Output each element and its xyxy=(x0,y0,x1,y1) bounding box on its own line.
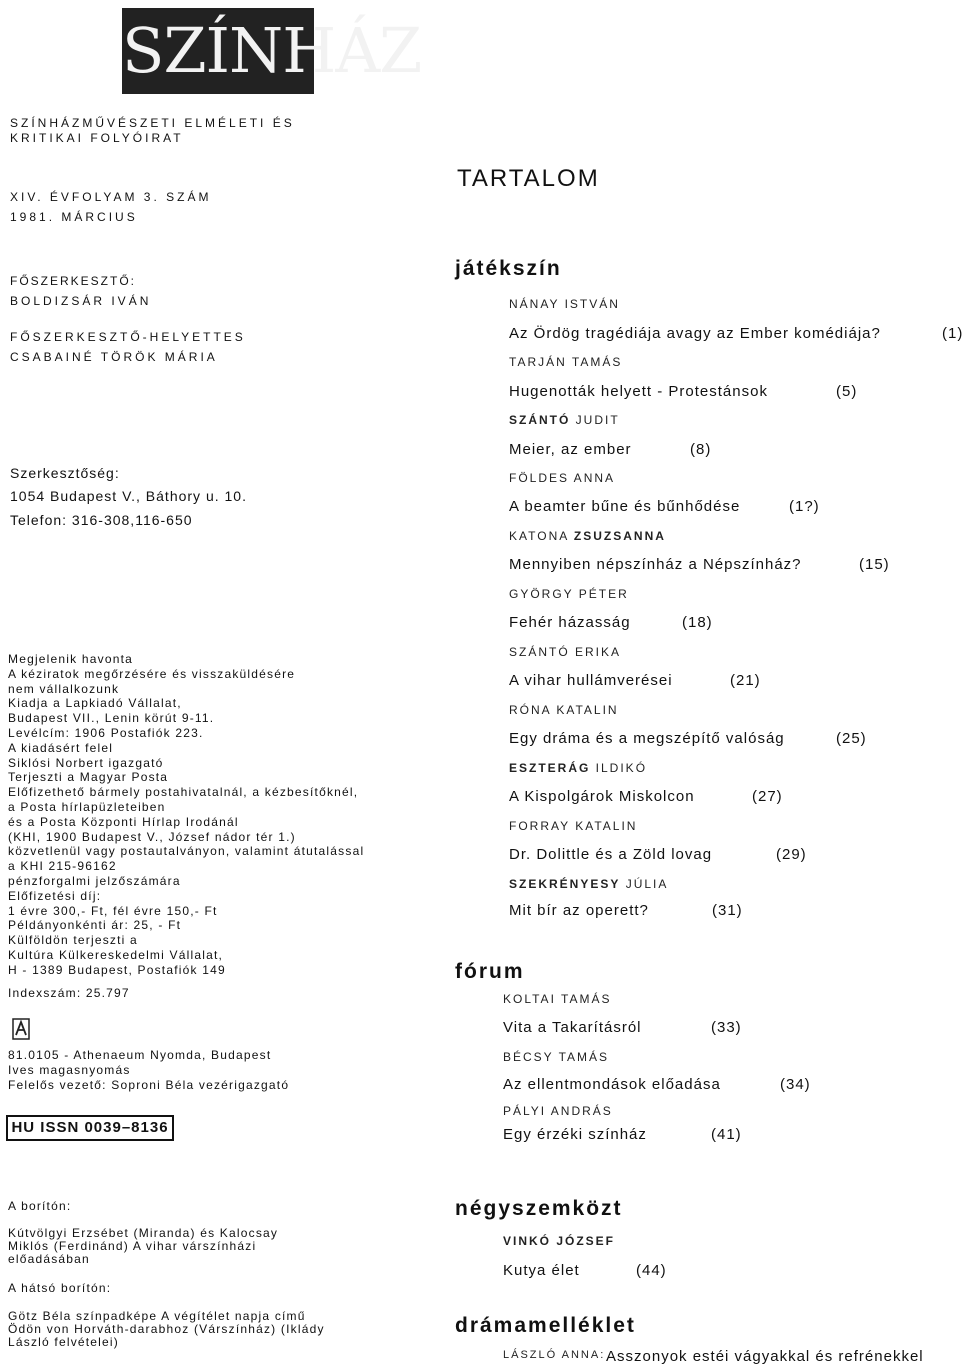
imprint-line: (KHI, 1900 Budapest V., József nádor tér 1.) xyxy=(8,829,296,844)
toc-page-number: (33) xyxy=(711,1019,742,1036)
imprint-line: Kiadja a Lapkiadó Vállalat, xyxy=(8,696,182,711)
toc-author xyxy=(503,1234,615,1248)
toc-author-bold: SZÁNTÓ xyxy=(509,413,571,427)
toc-title: A vihar hullámverései xyxy=(509,672,673,689)
imprint-line: Megjelenik havonta xyxy=(8,652,134,666)
printer-line: 81.0105 - Athenaeum Nyomda, Budapest xyxy=(8,1048,272,1062)
toc-page-number: (1) xyxy=(942,325,963,342)
printer-line: Felelős vezető: Soproni Béla vezérigazgató xyxy=(8,1077,290,1092)
imprint-line: Siklósi Norbert igazgató xyxy=(8,755,164,770)
toc-author-bold: VINKÓ JÓZSEF xyxy=(503,1234,616,1248)
cover-back-text xyxy=(8,1310,325,1349)
section-jatekszin: játékszín xyxy=(455,257,562,280)
toc-title: A beamter bűne és bűnhődése xyxy=(509,498,741,515)
cover-front-text xyxy=(8,1227,278,1266)
deputy-editor-name: CSABAINÉ TÖRÖK MÁRIA xyxy=(10,350,218,364)
cover-back-line: László felvételei) xyxy=(8,1335,119,1349)
toc-author xyxy=(503,992,611,1006)
toc-title: Meier, az ember xyxy=(509,441,632,458)
toc-author-part: BÉCSY TAMÁS xyxy=(503,1050,610,1064)
toc-page-number: (5) xyxy=(836,383,858,400)
editor-name: BOLDIZSÁR IVÁN xyxy=(10,294,152,308)
cover-front-line: Miklós (Ferdinánd) A vihar várszínházi xyxy=(8,1239,257,1253)
toc-author xyxy=(509,587,629,601)
editorial-office-street: 1054 Budapest V., Báthory u. 10. xyxy=(10,488,247,504)
imprint-line: A kiadásért felel xyxy=(8,740,114,755)
toc-author-part: TARJÁN TAMÁS xyxy=(509,355,623,369)
toc-heading: TARTALOM xyxy=(457,165,600,192)
imprint-line: a KHI 215-96162 xyxy=(8,859,117,874)
section-negyszemkozt: négyszemközt xyxy=(455,1197,623,1220)
toc-author xyxy=(503,1104,613,1118)
toc-author-part: KOLTAI TAMÁS xyxy=(503,992,612,1006)
printer-line: Ives magasnyomás xyxy=(8,1062,131,1077)
toc-page-number: (18) xyxy=(682,614,713,631)
printer-mark-icon xyxy=(12,1018,30,1040)
toc-author xyxy=(509,761,647,775)
toc-author-part: LÁSZLÓ ANNA: xyxy=(503,1349,606,1361)
issn-box: HU ISSN 0039–8136 xyxy=(6,1115,174,1141)
imprint-line: Külföldön terjeszti a xyxy=(8,933,138,948)
toc-title: Az Ördög tragédiája avagy az Ember komédiája? xyxy=(509,325,881,342)
toc-author-part: ILDIKÓ xyxy=(590,761,648,775)
toc-page-number: (21) xyxy=(730,672,761,689)
editorial-office-label: Szerkesztőség: xyxy=(10,465,120,481)
imprint-line: Levélcím: 1906 Postafiók 223. xyxy=(8,725,204,740)
toc-author xyxy=(509,355,622,369)
toc-page-number: (31) xyxy=(712,902,743,919)
toc-page-number: (15) xyxy=(859,556,890,573)
toc-author xyxy=(509,413,620,427)
toc-title: Hugenották helyett - Protestánsok xyxy=(509,383,768,400)
toc-title: A Kispolgárok Miskolcon xyxy=(509,788,695,805)
toc-author-part: SZÁNTÓ ERIKA xyxy=(509,645,622,659)
cover-front-line: előadásában xyxy=(8,1252,90,1266)
magazine-logo: SZÍNHÁZ xyxy=(122,8,314,94)
deputy-editor-label: FŐSZERKESZTŐ-HELYETTES xyxy=(10,330,246,344)
toc-author-part: PÁLYI ANDRÁS xyxy=(503,1104,613,1118)
toc-author-part: RÓNA KATALIN xyxy=(509,703,619,717)
imprint-line: és a Posta Központi Hírlap Irodánál xyxy=(8,814,239,829)
toc-author-part: NÁNAY ISTVÁN xyxy=(509,297,620,311)
toc-title: Dr. Dolittle és a Zöld lovag xyxy=(509,846,713,863)
toc-page-number: (27) xyxy=(752,788,783,805)
volume-number: XIV. ÉVFOLYAM 3. SZÁM xyxy=(10,190,212,204)
cover-front-line: Kútvölgyi Erzsébet (Miranda) és Kalocsay xyxy=(8,1226,279,1240)
imprint-line: 1 évre 300,- Ft, fél évre 150,- Ft xyxy=(8,903,218,918)
subtitle-line-2: KRITIKAI FOLYÓIRAT xyxy=(10,131,184,145)
index-number: Indexszám: 25.797 xyxy=(8,986,130,1000)
imprint-line: pénzforgalmi jelzőszámára xyxy=(8,873,181,888)
toc-author xyxy=(509,819,637,833)
toc-author xyxy=(509,703,619,717)
toc-author xyxy=(509,471,615,485)
toc-author-bold: SZEKRÉNYESY xyxy=(509,877,621,891)
toc-page-number: (44) xyxy=(636,1262,667,1279)
toc-page-number: (25) xyxy=(836,730,867,747)
imprint-line: közvetlenül vagy postautalványon, valamint átutalással xyxy=(8,844,365,859)
toc-page-number: (8) xyxy=(690,441,712,458)
toc-title: Vita a Takarításról xyxy=(503,1019,642,1036)
toc-author xyxy=(509,529,666,543)
cover-front-label: A borítón: xyxy=(8,1199,72,1213)
imprint-line: Példányonkénti ár: 25, - Ft xyxy=(8,918,182,933)
toc-author-part: JUDIT xyxy=(570,413,620,427)
imprint-line: Kultúra Külkereskedelmi Vállalat, xyxy=(8,947,224,962)
toc-author xyxy=(509,645,621,659)
printer-block xyxy=(8,1048,289,1092)
imprint-line: a Posta hírlapüzleteiben xyxy=(8,799,166,814)
imprint-line: Előfizethető bármely postahivatalnál, a kézbesítőknél, xyxy=(8,785,359,800)
subtitle-line-1: SZÍNHÁZMŰVÉSZETI ELMÉLETI ÉS xyxy=(10,116,295,130)
toc-page-number: (41) xyxy=(711,1126,742,1143)
toc-title: Mennyiben népszínház a Népszínház? xyxy=(509,556,802,573)
toc-author xyxy=(503,1050,609,1064)
section-dramamelleklet: drámamelléklet xyxy=(455,1314,636,1337)
toc-author-part: KATONA xyxy=(509,529,574,543)
cover-back-line: Götz Béla színpadképe A végítélet napja című xyxy=(8,1309,306,1323)
section-forum: fórum xyxy=(455,960,525,983)
toc-title: Mit bír az operett? xyxy=(509,902,649,919)
toc-title: Asszonyok estéi vágyakkal és refrénekkel xyxy=(606,1348,924,1365)
imprint-line: Előfizetési díj: xyxy=(8,888,102,903)
imprint-line: nem vállalkozunk xyxy=(8,681,120,696)
toc-author-part: FORRAY KATALIN xyxy=(509,819,638,833)
toc-page-number: (34) xyxy=(780,1076,811,1093)
issue-date: 1981. MÁRCIUS xyxy=(10,210,138,224)
toc-author xyxy=(503,1349,605,1361)
cover-back-line: Ödön von Horváth-darabhoz (Várszínház) (Iklády xyxy=(8,1322,325,1336)
toc-title: Egy érzéki színház xyxy=(503,1126,647,1143)
editor-label: FŐSZERKESZTŐ: xyxy=(10,274,137,288)
imprint-line: Terjeszti a Magyar Posta xyxy=(8,770,169,785)
imprint-line: A kéziratok megőrzésére és visszaküldésére xyxy=(8,666,296,681)
toc-title: Fehér házasság xyxy=(509,614,631,631)
toc-author-part: FÖLDES ANNA xyxy=(509,471,616,485)
toc-author xyxy=(509,297,620,311)
cover-back-label: A hátsó borítón: xyxy=(8,1281,112,1295)
toc-title: Az ellentmondások előadása xyxy=(503,1076,721,1093)
toc-author-bold: ZSUZSANNA xyxy=(573,529,666,543)
toc-title: Kutya élet xyxy=(503,1262,580,1279)
toc-title: Egy dráma és a megszépítő valóság xyxy=(509,730,785,747)
imprint-line: H - 1389 Budapest, Postafiók 149 xyxy=(8,962,226,977)
toc-author-part: JÚLIA xyxy=(620,877,669,891)
editorial-office-phone: Telefon: 316-308,116-650 xyxy=(10,512,193,528)
toc-author-bold: ESZTERÁG xyxy=(509,761,591,775)
toc-page-number: (29) xyxy=(776,846,807,863)
toc-author xyxy=(509,877,668,891)
toc-author-part: GYÖRGY PÉTER xyxy=(509,587,629,601)
imprint-line: Budapest VII., Lenin körút 9-11. xyxy=(8,711,215,726)
imprint-block xyxy=(8,652,364,978)
toc-page-number: (1?) xyxy=(789,498,820,515)
